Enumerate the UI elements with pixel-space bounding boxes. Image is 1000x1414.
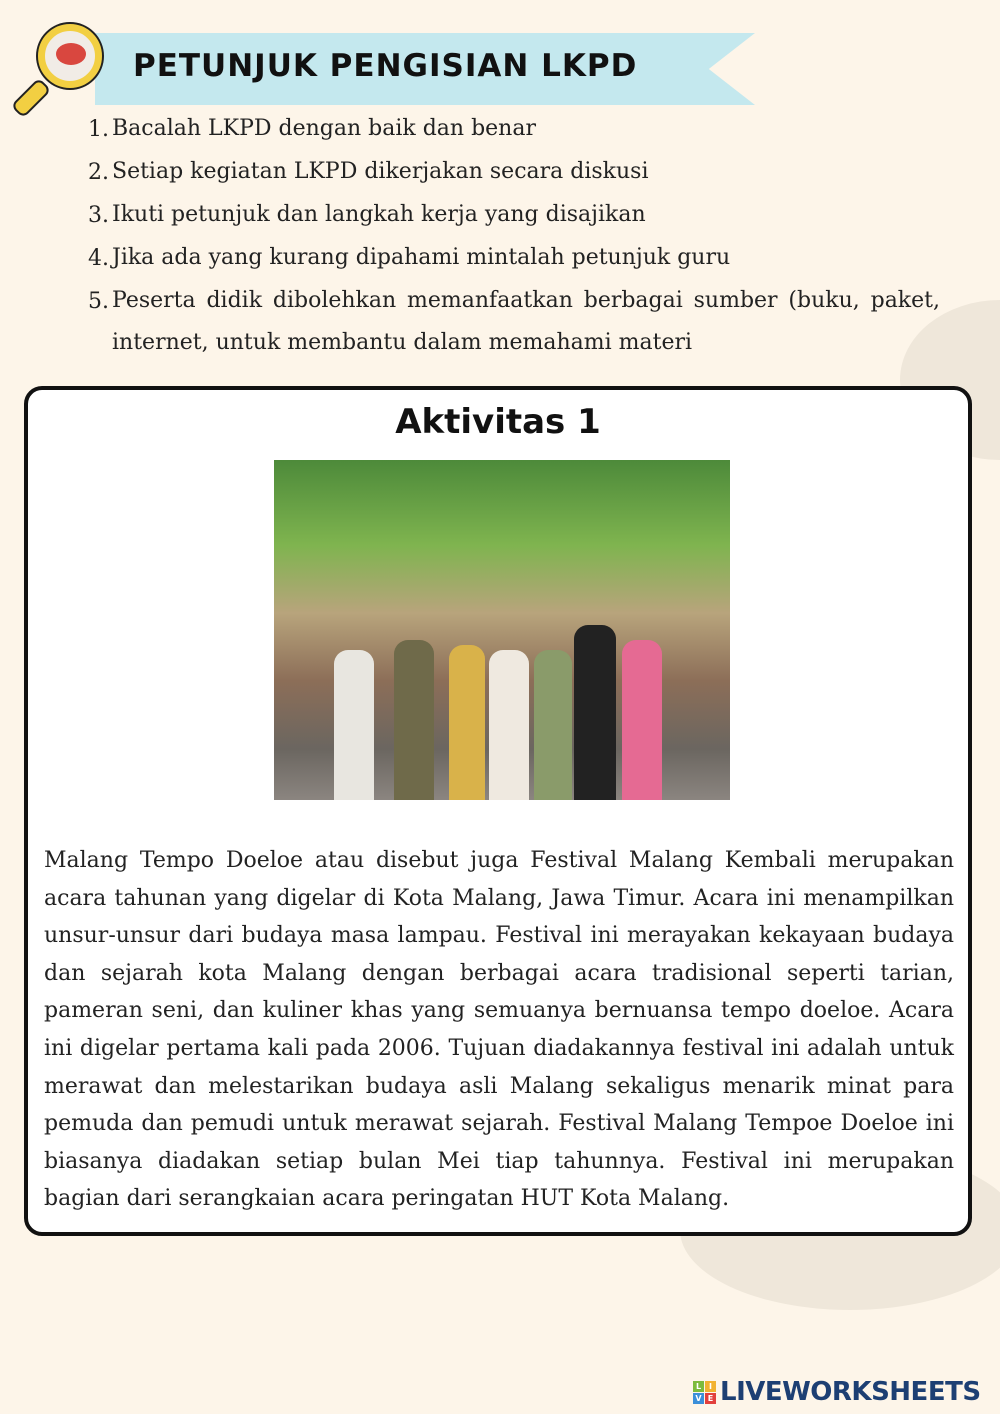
person-figure xyxy=(534,650,572,800)
list-item xyxy=(88,108,940,151)
item-text: Jika ada yang kurang dipahami mintalah petunjuk guru xyxy=(112,245,731,270)
item-text: Peserta didik dibolehkan memanfaatkan berbagai sumber (buku, paket, internet, untuk membantu dalam memahami materi xyxy=(112,288,940,355)
item-number: 5. xyxy=(88,289,109,314)
logo-letter: E xyxy=(705,1393,716,1404)
instruction-list xyxy=(88,108,940,364)
logo-squares-icon xyxy=(693,1381,716,1404)
person-figure xyxy=(449,645,485,800)
item-number: 4. xyxy=(88,246,109,271)
item-number: 1. xyxy=(88,117,109,142)
festival-photo xyxy=(274,460,730,800)
person-figure xyxy=(574,625,616,800)
graduation-cap-icon xyxy=(56,43,86,65)
magnifier-handle xyxy=(10,77,51,118)
item-text: Bacalah LKPD dengan baik dan benar xyxy=(112,116,536,141)
list-item xyxy=(88,237,940,280)
logo-text: LIVEWORKSHEETS xyxy=(720,1377,981,1407)
logo-letter: I xyxy=(705,1381,716,1392)
person-figure xyxy=(622,640,662,800)
page-title: PETUNJUK PENGISIAN LKPD xyxy=(133,48,638,84)
item-text: Ikuti petunjuk dan langkah kerja yang disajikan xyxy=(112,202,646,227)
person-figure xyxy=(334,650,374,800)
list-item xyxy=(88,194,940,237)
list-item xyxy=(88,151,940,194)
person-figure xyxy=(394,640,434,800)
activity-paragraph: Malang Tempo Doeloe atau disebut juga Festival Malang Kembali merupakan acara tahunan yang digelar di Kota Malang, Jawa Timur. Acara ini menampilkan unsur-unsur dari budaya masa lampau. Festival ini merayakan kekayaan budaya dan sejarah kota Malang dengan berbagai acara tradisional seperti tarian, pameran seni, dan kuliner khas yang semuanya bernuansa tempo doeloe. Acara ini digelar pertama kali pada 2006. Tujuan diadakannya festival ini adalah untuk merawat dan melestarikan budaya asli Malang sekaligus menarik minat para pemuda dan pemudi untuk merawat sejarah. Festival Malang Tempoe Doeloe ini biasanya diadakan setiap bulan Mei tiap tahunnya. Festival ini merupakan bagian dari serangkaian acara peringatan HUT Kota Malang. xyxy=(44,848,954,1212)
person-figure xyxy=(489,650,529,800)
activity-card xyxy=(24,386,972,1236)
item-number: 3. xyxy=(88,203,109,228)
item-number: 2. xyxy=(88,160,109,185)
logo-letter: V xyxy=(693,1393,704,1404)
item-text: Setiap kegiatan LKPD dikerjakan secara diskusi xyxy=(112,159,649,184)
liveworksheets-logo[interactable] xyxy=(693,1377,981,1407)
activity-title: Aktivitas 1 xyxy=(395,402,601,442)
logo-letter: L xyxy=(693,1381,704,1392)
list-item xyxy=(88,280,940,364)
